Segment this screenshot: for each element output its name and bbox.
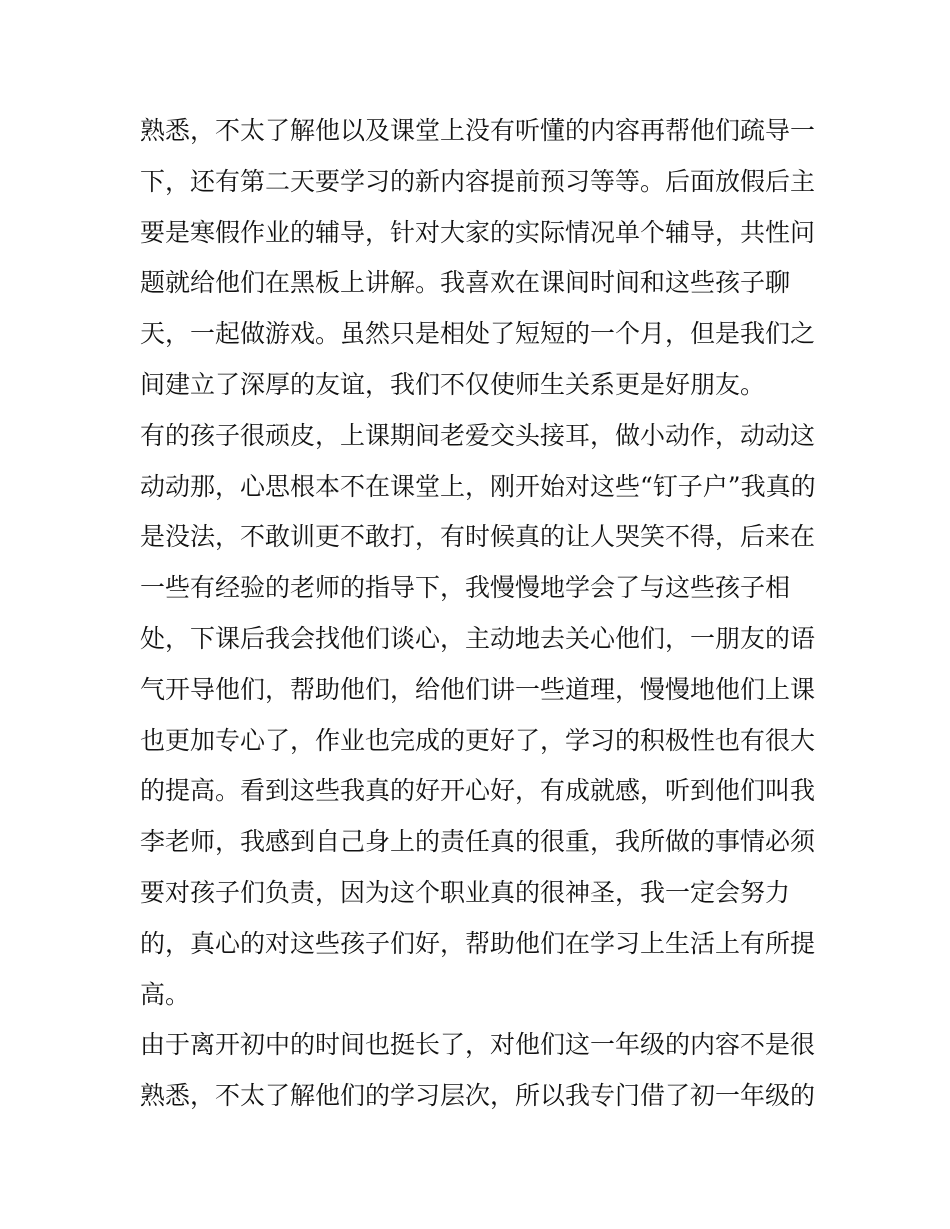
text-line: 熟悉，不太了解他以及课堂上没有听懂的内容再帮他们疏导一	[140, 116, 816, 145]
body-text	[140, 106, 820, 1122]
text-line: 的，真心的对这些孩子们好，帮助他们在学习上生活上有所提	[140, 928, 816, 958]
text-line: 天，一起做游戏。虽然只是相处了短短的一个月，但是我们之	[140, 319, 816, 349]
text-line: 气开导他们，帮助他们，给他们讲一些道理，慢慢地他们上课	[140, 674, 816, 704]
text-line: 处，下课后我会找他们谈心，主动地去关心他们，一朋友的语	[140, 623, 816, 653]
text-line: 动动那，心思根本不在课堂上，刚开始对这些“钉子户”我真的	[140, 471, 816, 501]
text-line: 要是寒假作业的辅导，针对大家的实际情况单个辅导，共性问	[140, 217, 816, 247]
text-line: 的提高。看到这些我真的好开心好，有成就感，听到他们叫我	[140, 776, 816, 806]
text-line: 间建立了深厚的友谊，我们不仅使师生关系更是好朋友。	[140, 369, 766, 399]
text-line: 熟悉，不太了解他们的学习层次，所以我专门借了初一年级的	[140, 1081, 816, 1111]
text-line: 高。	[140, 979, 191, 1009]
text-line: 题就给他们在黑板上讲解。我喜欢在课间时间和这些孩子聊	[140, 268, 791, 298]
text-line: 有的孩子很顽皮，上课期间老爱交头接耳，做小动作，动动这	[140, 420, 816, 450]
text-line: 要对孩子们负责，因为这个职业真的很神圣，我一定会努力	[140, 877, 791, 907]
text-line: 一些有经验的老师的指导下，我慢慢地学会了与这些孩子相	[140, 573, 791, 603]
text-line: 下，还有第二天要学习的新内容提前预习等等。后面放假后主	[140, 166, 816, 196]
text-line: 李老师，我感到自己身上的责任真的很重，我所做的事情必须	[140, 827, 816, 857]
text-line: 是没法，不敢训更不敢打，有时候真的让人哭笑不得，后来在	[140, 522, 816, 552]
text-line: 由于离开初中的时间也挺长了，对他们这一年级的内容不是很	[140, 1030, 816, 1060]
text-line: 也更加专心了，作业也完成的更好了，学习的积极性也有很大	[140, 725, 816, 755]
